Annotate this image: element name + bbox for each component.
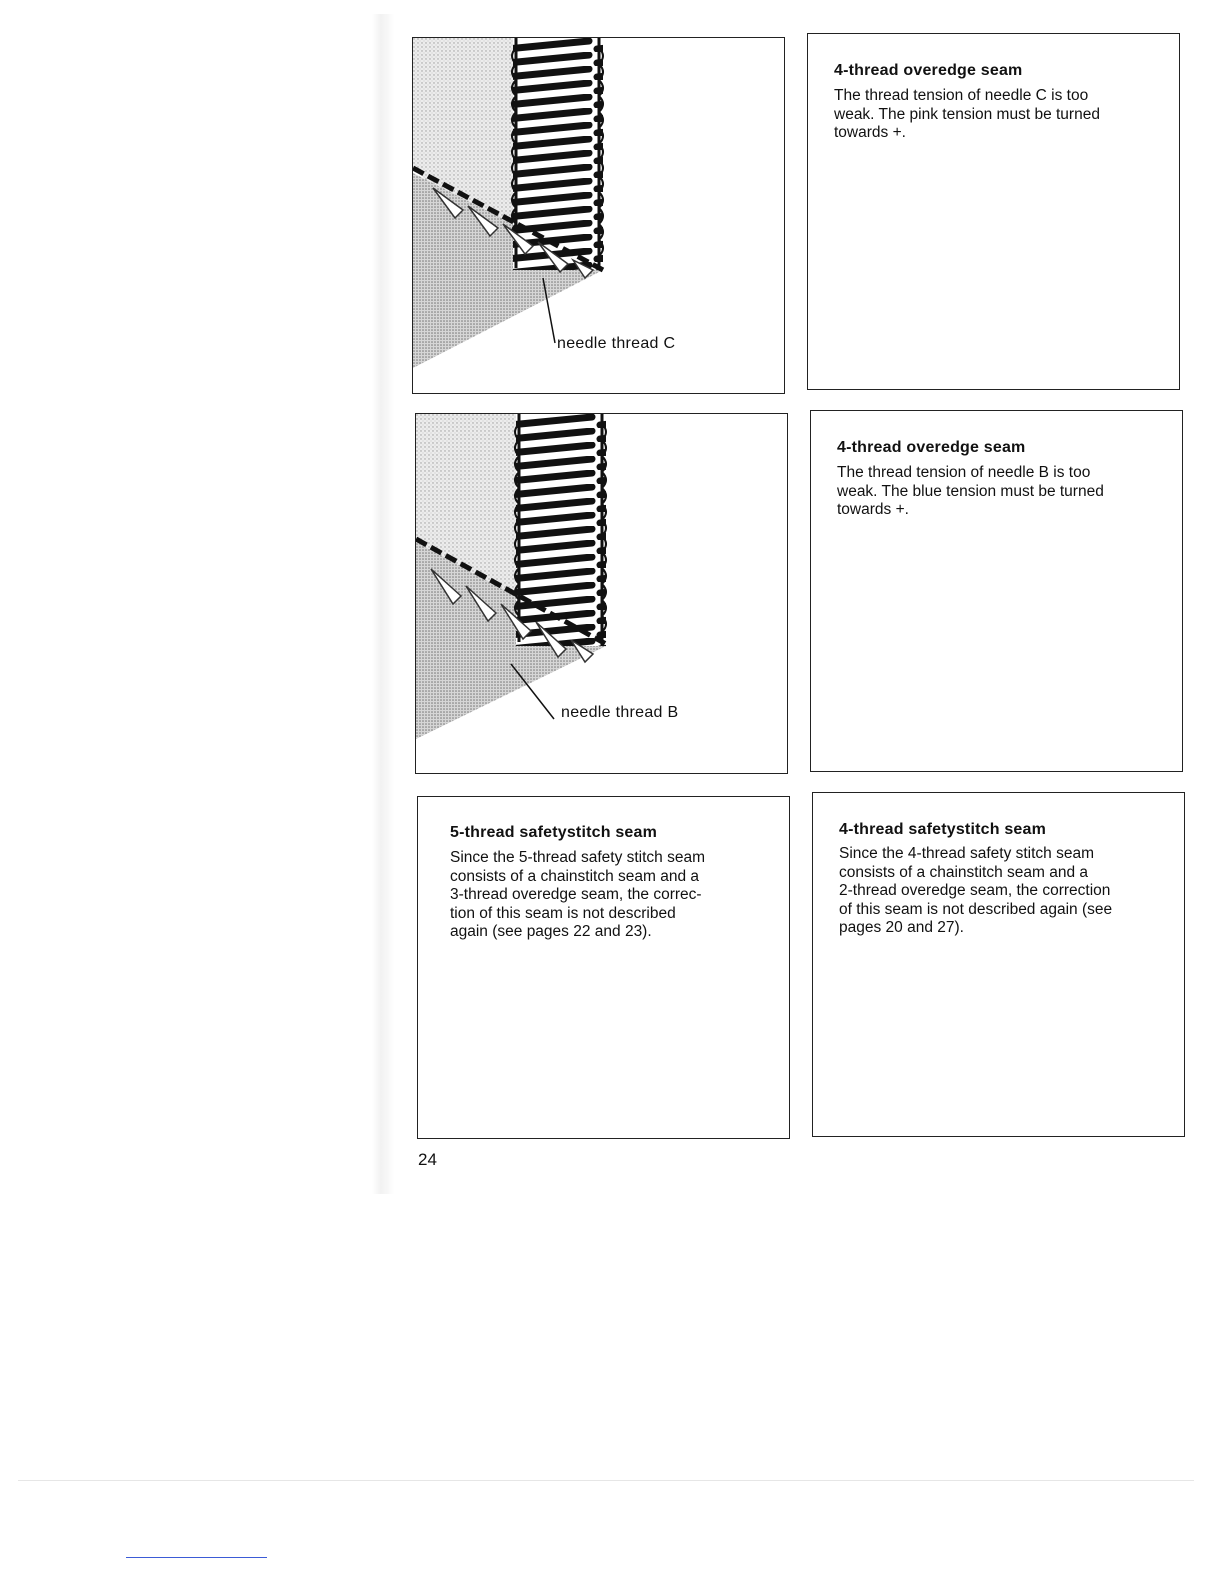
illustration-needle-thread-c <box>412 37 785 394</box>
needle-thread-c-label: needle thread C <box>557 335 676 352</box>
needle-thread-b-label: needle thread B <box>561 704 679 721</box>
panel-overedge-needle-c <box>807 33 1180 390</box>
page-number: 24 <box>418 1150 437 1169</box>
binding-gutter-shadow <box>372 14 394 1194</box>
panel-title: 4-thread overedge seam <box>834 62 1023 79</box>
footer-link-underline <box>126 1557 267 1558</box>
panel-body: The thread tension of needle C is too weak. The pink tension must be turned towards +. <box>834 87 1100 141</box>
illustration-needle-thread-b <box>415 413 788 774</box>
panel-overedge-needle-b <box>810 410 1183 772</box>
panel-title: 4-thread overedge seam <box>837 439 1026 456</box>
footer-divider <box>18 1480 1194 1481</box>
panel-4-thread-safetystitch <box>812 792 1185 1137</box>
panel-title: 5-thread safetystitch seam <box>450 824 658 841</box>
panel-body: The thread tension of needle B is too weak. The blue tension must be turned towards +. <box>837 464 1104 518</box>
panel-title: 4-thread safetystitch seam <box>839 821 1047 838</box>
panel-body: Since the 5-thread safety stitch seam consists of a chainstitch seam and a 3-thread overedge seam, the correc- tion of this seam is not described again (see pages 22 and 23). <box>450 849 706 940</box>
panel-5-thread-safetystitch <box>417 796 790 1139</box>
panel-body: Since the 4-thread safety stitch seam consists of a chainstitch seam and a 2-thread overedge seam, the correction of this seam is not described again (see pages 20 and 27). <box>839 845 1113 936</box>
